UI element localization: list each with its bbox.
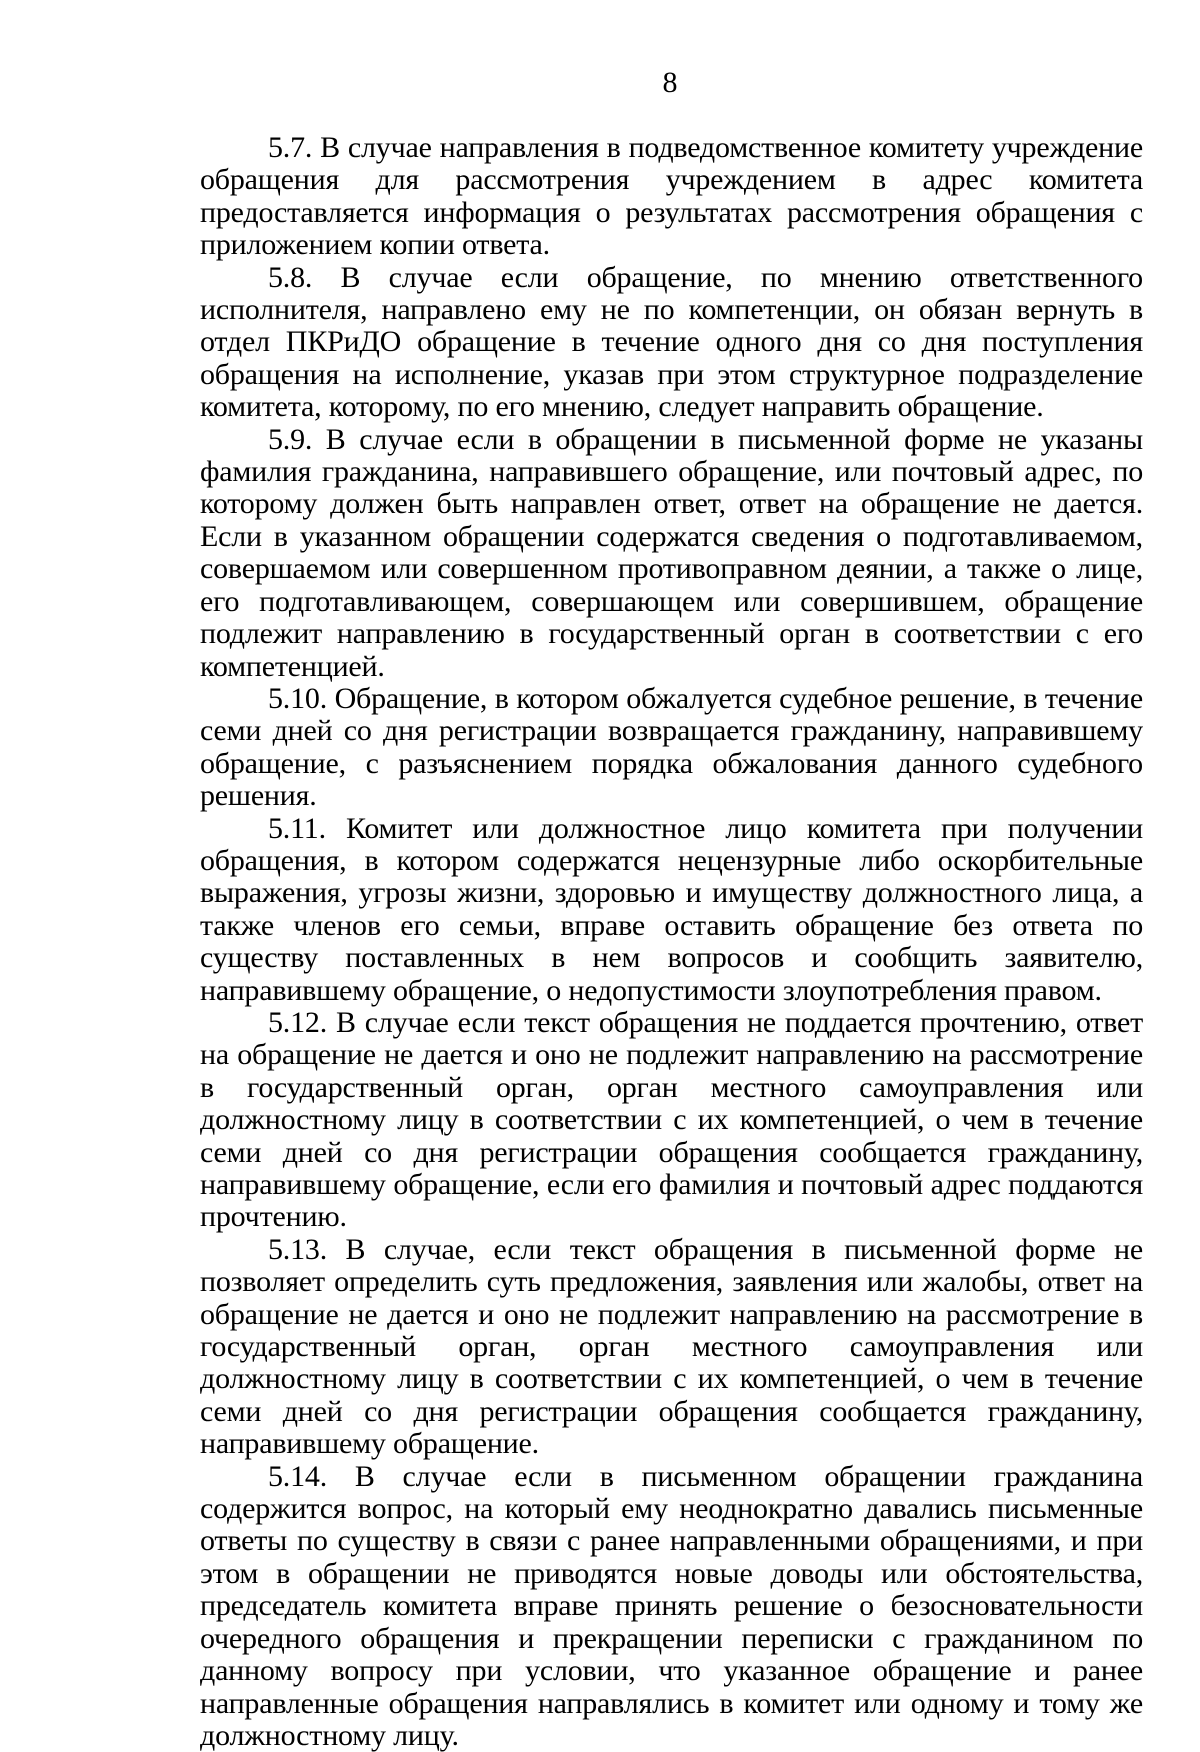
paragraph-5-14: 5.14. В случае если в письменном обращении гражданина содержится вопрос, на который ему неоднократно давались письменные ответы по существу в связи с ранее направленными обращениями, и при этом в обращении не приводятся новые доводы или обстоятельства, председатель комитета вправе принять решение о безосновательности очередного обращения и прекращении переписки с гражданином по данному вопросу при условии, что указанное обращение и ранее направленные обращения направлялись в комитет или одному и тому же должностному лицу. [200, 1459, 1143, 1752]
paragraph-5-7: 5.7. В случае направления в подведомственное комитету учреждение обращения для рассмотрения учреждением в адрес комитета предоставляется информация о результатах рассмотрения обращения с приложением копии ответа. [200, 131, 1143, 262]
page-number: 8 [662, 66, 678, 99]
paragraph-5-11: 5.11. Комитет или должностное лицо комитета при получении обращения, в котором содержатся нецензурные либо оскорбительные выражения, угрозы жизни, здоровью и имуществу должностного лица, а также членов его семьи, вправе оставить обращение без ответа по существу поставленных в нем вопросов и сообщить заявителю, направившему обращение, о недопустимости злоупотребления правом. [200, 811, 1143, 1007]
paragraph-5-12: 5.12. В случае если текст обращения не поддается прочтению, ответ на обращение не дается и оно не подлежит направлению на рассмотрение в государственный орган, орган местного самоуправления или должностному лицу в соответствии с их компетенцией, о чем в течение семи дней со дня регистрации обращения сообщается гражданину, направившему обращение, если его фамилия и почтовый адрес поддаются прочтению. [200, 1005, 1143, 1234]
paragraph-5-9: 5.9. В случае если в обращении в письменной форме не указаны фамилия гражданина, направившего обращение, или почтовый адрес, по которому должен быть направлен ответ, ответ на обращение не дается. Если в указанном обращении содержатся сведения о подготавливаемом, совершаемом или совершенном противоправном деянии, а также о лице, его подготавливающем, совершающем или совершившем, обращение подлежит направлению в государственный орган в соответствии с его компетенцией. [200, 422, 1143, 683]
paragraph-5-8: 5.8. В случае если обращение, по мнению ответственного исполнителя, направлено ему не по компетенции, он обязан вернуть в отдел ПКРиДО обращение в течение одного дня со дня поступления обращения на исполнение, указав при этом структурное подразделение комитета, которому, по его мнению, следует направить обращение. [200, 260, 1143, 424]
paragraph-5-10: 5.10. Обращение, в котором обжалуется судебное решение, в течение семи дней со дня регистрации возвращается гражданину, направившему обращение, с разъяснением порядка обжалования данного судебного решения. [200, 681, 1143, 813]
document-body [200, 132, 1143, 1752]
paragraph-5-13: 5.13. В случае, если текст обращения в письменной форме не позволяет определить суть предложения, заявления или жалобы, ответ на обращение не дается и оно не подлежит направлению на рассмотрение в государственный орган, орган местного самоуправления или должностному лицу в соответствии с их компетенцией, о чем в течение семи дней со дня регистрации обращения сообщается гражданину, направившему обращение. [200, 1232, 1143, 1461]
